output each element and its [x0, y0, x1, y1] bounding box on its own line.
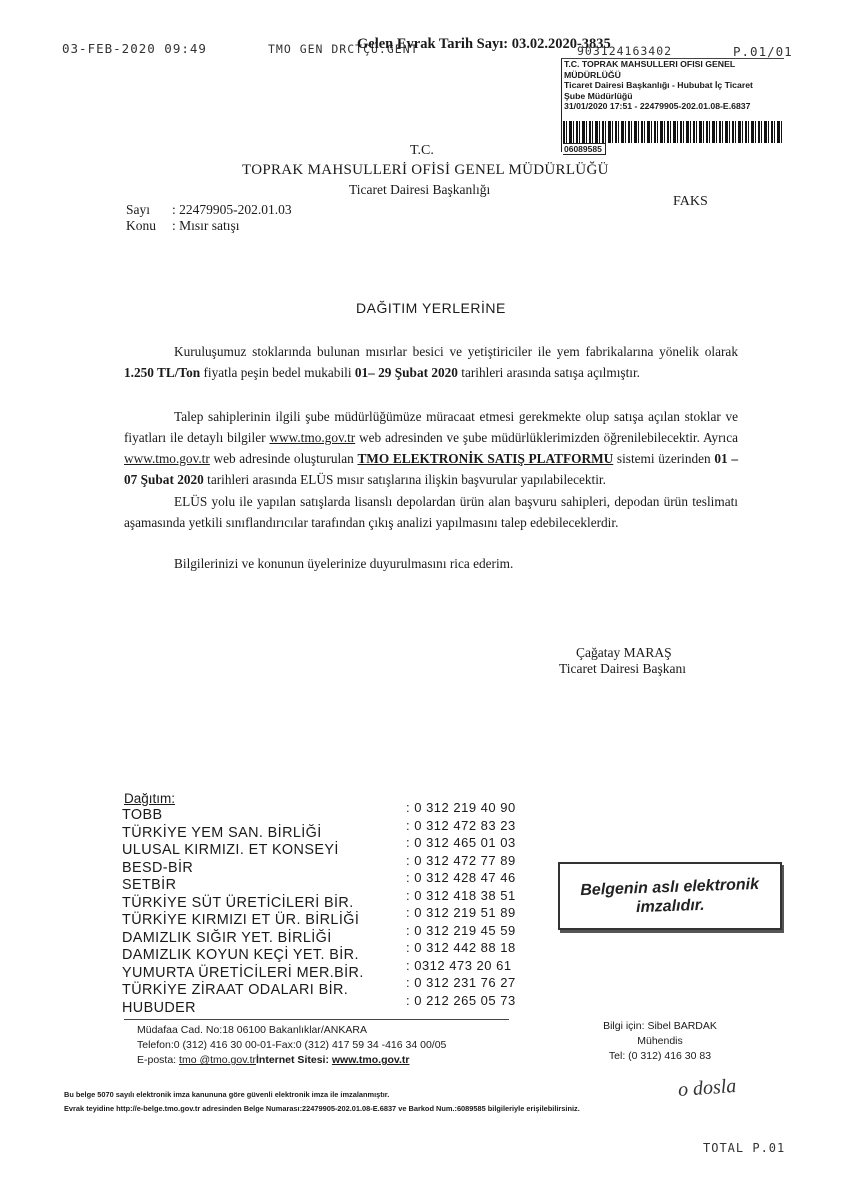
- distribution-item: TÜRKİYE YEM SAN. BİRLİĞİ: [122, 824, 322, 841]
- distribution-phones: [406, 800, 516, 1010]
- distribution-phone: : 0 312 219 45 59: [406, 922, 516, 938]
- platform-name: TMO ELEKTRONİK SATIŞ PLATFORMU: [357, 451, 614, 466]
- distribution-phone: : 0 312 465 01 03: [406, 835, 516, 850]
- konu-label: Konu: [126, 218, 156, 233]
- p1-text: tarihleri arasında satışa açılmıştır.: [457, 365, 640, 380]
- stamp-line: T.C. TOPRAK MAHSULLERI OFISI GENEL: [564, 59, 736, 69]
- distribution-phone: : 0 312 219 51 89: [406, 905, 516, 920]
- info-contact-block: [585, 1019, 735, 1064]
- letterhead-dept: Ticaret Dairesi Başkanlığı: [349, 182, 491, 197]
- distribution-item: DAMIZLIK SIĞIR YET. BİRLİĞİ: [122, 929, 332, 946]
- distribution-item: TOBB: [122, 807, 163, 823]
- distribution-phone: : 0312 473 20 61: [406, 957, 512, 973]
- sayi-label: Sayı: [126, 202, 151, 217]
- barcode-number: 06089585: [563, 143, 606, 155]
- distribution-item: TÜRKİYE SÜT ÜRETİCİLERİ BİR.: [122, 894, 354, 911]
- application-dates: 01 – 07 Şubat 2020: [124, 451, 738, 487]
- p2-text: web adresinden ve şube müdürlüklerimizden öğrenilebilecektir. Ayrıca: [355, 430, 739, 445]
- distribution-phone: : 0 312 428 47 46: [406, 870, 516, 885]
- distribution-phone: : 0 312 219 40 90: [406, 800, 516, 815]
- fax-sender: TMO GEN DRCTÇÜ.GENT: [268, 42, 419, 56]
- legal-note: Bu belge 5070 sayılı elektronik imza kanununa göre güvenli elektronik imza ile imzalanmıştır.: [64, 1090, 390, 1099]
- handwritten-note: o dosla: [677, 1074, 738, 1102]
- footer-address: Müdafaa Cad. No:18 06100 Bakanlıklar/ANKARA: [137, 1024, 367, 1036]
- distribution-phone: : 0 312 472 77 89: [406, 852, 516, 868]
- distribution-phone: : 0 312 418 38 51: [406, 887, 516, 903]
- signatory-title: Ticaret Dairesi Başkanı: [559, 661, 686, 676]
- fax-page: P.01/01: [733, 44, 793, 59]
- info-tel: Tel: (0 312) 416 30 83: [608, 1050, 712, 1062]
- tmo-website-link[interactable]: www.tmo.gov.tr: [124, 451, 210, 466]
- footer-address-block: [137, 1023, 446, 1068]
- stamp-line: MÜDÜRLÜĞÜ: [564, 69, 621, 80]
- p2-text: tarihleri arasında ELÜS mısır satışlarına ilişkin başvurular yapılabilecektir.: [203, 472, 606, 487]
- paragraph-1: [124, 341, 738, 383]
- footer-email[interactable]: tmo @tmo.gov.tr: [179, 1054, 257, 1066]
- site-label: İnternet Sitesi:: [256, 1054, 329, 1066]
- sayi-value: : 22479905-202.01.03: [172, 202, 292, 217]
- footer-divider: [124, 1019, 509, 1020]
- footer-website[interactable]: www.tmo.gov.tr: [331, 1054, 410, 1066]
- faks-label: FAKS: [673, 194, 708, 209]
- signatory-name: Çağatay MARAŞ: [576, 645, 672, 660]
- p4-text: Bilgilerinizi ve konunun üyelerinize duyurulmasını rica ederim.: [174, 556, 514, 571]
- email-label: E-posta:: [137, 1054, 177, 1066]
- footer-phones: Telefon:0 (312) 416 30 00-01-Fax:0 (312) 417 59 34 -416 34 00/05: [137, 1039, 447, 1051]
- incoming-doc-overlay: Gelen Evrak Tarih Sayı: 03.02.2020-3835: [357, 36, 611, 52]
- legal-note: Evrak teyidine http://e-belge.tmo.gov.tr adresinden Belge Numarası:22479905-202.01.08-E.6837 ve Barkod Num.:6089585 bilgileriyle erişilebilirsiniz.: [64, 1104, 580, 1113]
- distribution-heading: Dağıtım:: [124, 791, 176, 806]
- sale-dates: 01– 29 Şubat 2020: [354, 365, 458, 380]
- distribution-item: ULUSAL KIRMIZI. ET KONSEYİ: [122, 842, 339, 858]
- p1-text: fiyatla peşin bedel mukabili: [200, 365, 355, 380]
- distribution-item: BESD-BİR: [122, 859, 194, 876]
- tmo-website-link[interactable]: www.tmo.gov.tr: [269, 430, 356, 445]
- info-contact: Bilgi için: Sibel BARDAK: [603, 1020, 717, 1032]
- distribution-item: TÜRKİYE ZİRAAT ODALARI BİR.: [122, 982, 349, 998]
- distribution-phone: : 0 312 231 76 27: [406, 975, 516, 990]
- paragraph-2: [124, 406, 738, 490]
- p2-text: sistemi üzerinden: [613, 451, 715, 466]
- distribution-list: [122, 807, 364, 1017]
- footer-contact-line: [137, 1053, 446, 1068]
- distribution-phone: : 0 212 265 05 73: [406, 992, 516, 1008]
- p2-text: Talep sahiplerinin ilgili şube müdürlüğümüze müracaat etmesi gerekmekte olup satışa açılan stoklar ve fiyatları ile detaylı bilgiler: [124, 409, 738, 445]
- distribution-item: DAMIZLIK KOYUN KEÇİ YET. BİR.: [122, 947, 359, 963]
- esignature-stamp: [558, 862, 782, 930]
- stamp-line: Şube Müdürlüğü: [564, 90, 633, 101]
- distribution-item: SETBİR: [122, 877, 177, 893]
- fax-datetime: 03-FEB-2020 09:49: [62, 41, 207, 56]
- distribution-item: HUBUDER: [122, 999, 196, 1016]
- paragraph-3: [124, 491, 738, 533]
- price: 1.250 TL/Ton: [124, 365, 201, 380]
- p1-text: Kuruluşumuz stoklarında bulunan mısırlar besici ve yetiştiriciler ile yem fabrikalarına yönelik olarak: [174, 344, 738, 359]
- p2-text: web adresinde oluşturulan: [209, 451, 358, 466]
- fax-number: 903124163402: [577, 44, 673, 58]
- p3-text: ELÜS yolu ile yapılan satışlarda lisanslı depolardan ürün alan başvuru sahipleri, depodan ürün teslimatı aşamasında yetkili sınıflandırıcılar tarafından çıkış analizi yapılmasını talep edebileceklerdir.: [124, 494, 738, 530]
- esignature-text: Belgenin aslı elektronik imzalıdır.: [580, 875, 760, 917]
- stamp-line: 31/01/2020 17:51 - 22479905-202.01.08-E.6837: [564, 101, 751, 112]
- barcode-image: [563, 121, 783, 143]
- fax-total-pages: TOTAL P.01: [703, 1141, 786, 1155]
- distribution-item: TÜRKİYE KIRMIZI ET ÜR. BİRLİĞİ: [122, 912, 360, 928]
- distribution-phone: : 0 312 442 88 18: [406, 940, 516, 955]
- recipient-heading: DAĞITIM YERLERİNE: [356, 300, 506, 316]
- paragraph-4: [124, 553, 738, 574]
- distribution-item: YUMURTA ÜRETİCİLERİ MER.BİR.: [122, 964, 364, 981]
- distribution-phone: : 0 312 472 83 23: [406, 817, 516, 833]
- konu-value: : Mısır satışı: [172, 218, 240, 233]
- letterhead-tc: T.C.: [410, 143, 434, 158]
- info-title: Mühendis: [637, 1035, 683, 1047]
- stamp-line: Ticaret Dairesi Başkanlığı - Hububat İç Ticaret: [564, 80, 753, 91]
- letterhead-org: TOPRAK MAHSULLERİ OFİSİ GENEL MÜDÜRLÜĞÜ: [242, 162, 609, 178]
